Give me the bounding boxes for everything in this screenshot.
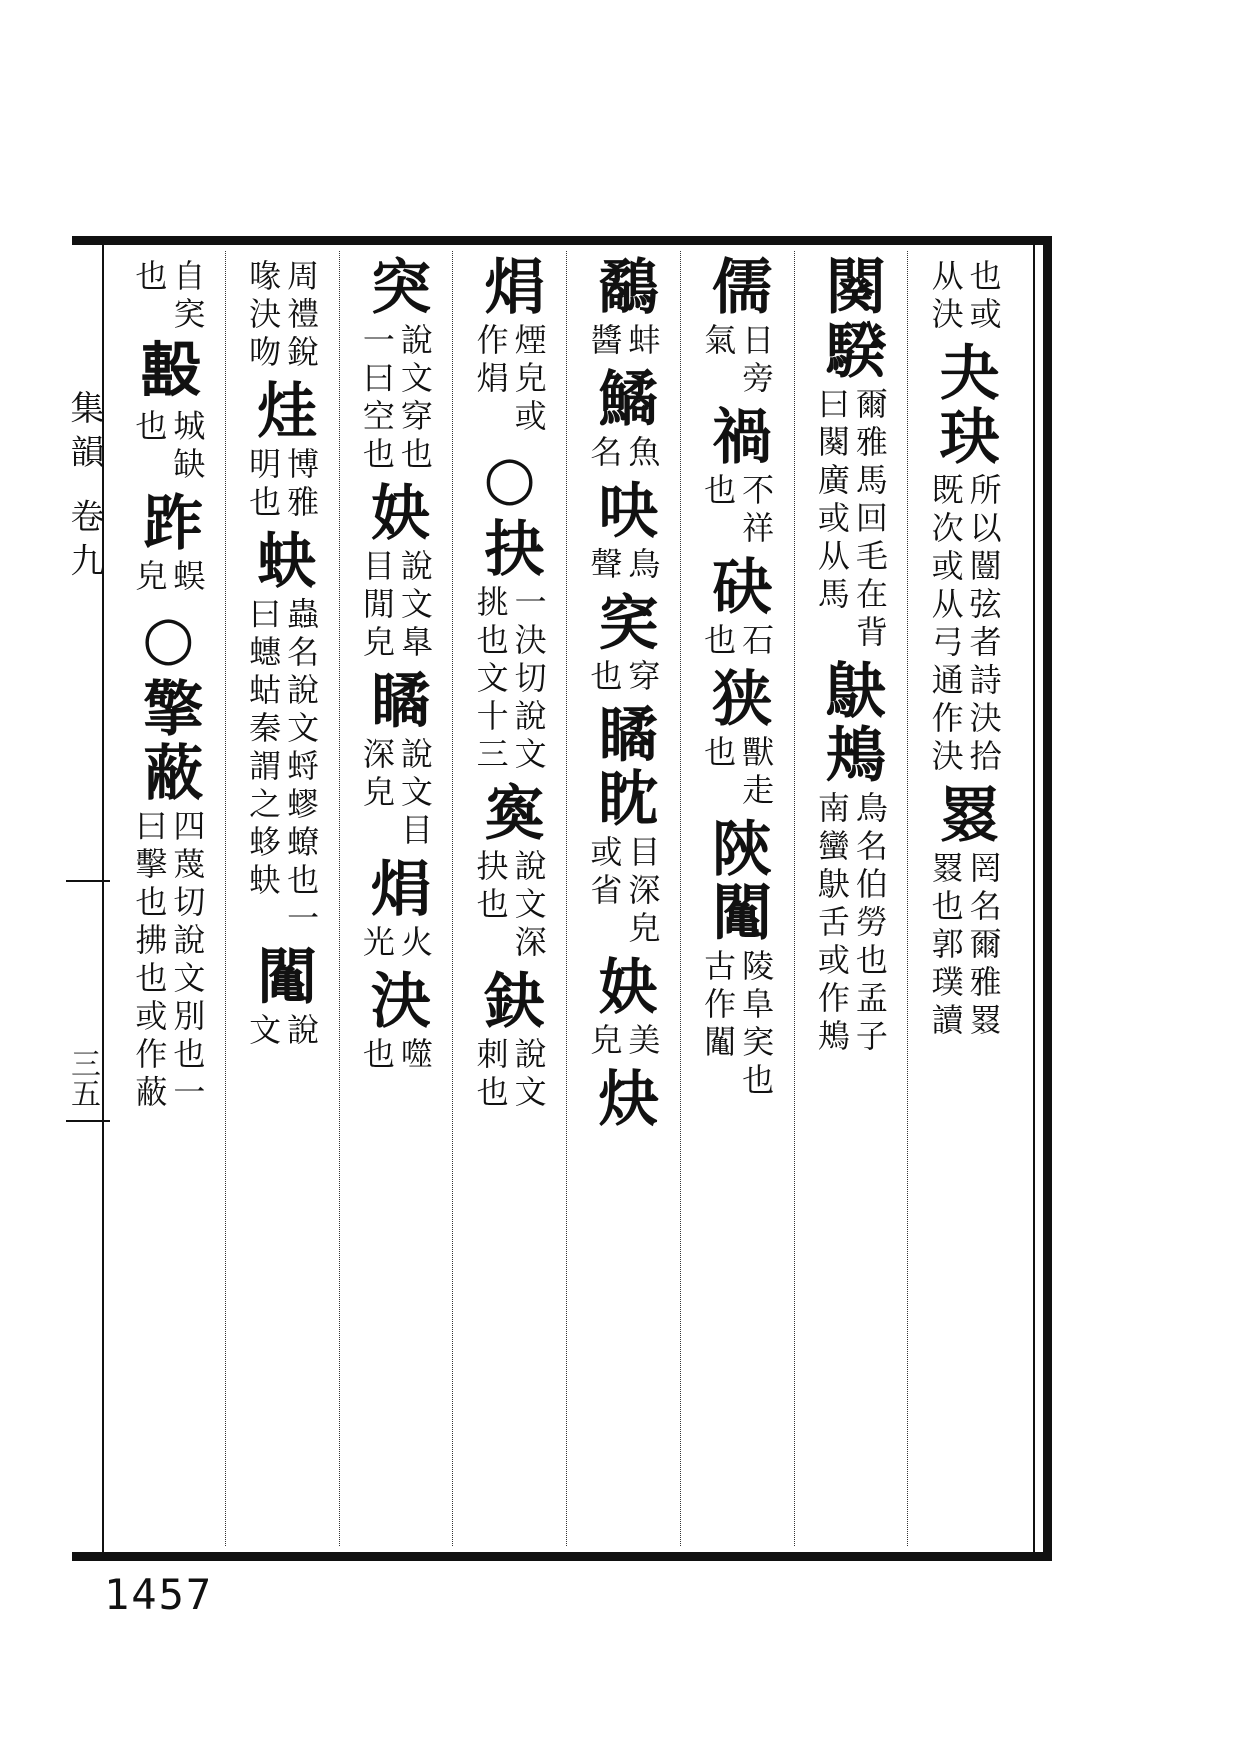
- headword: 決: [360, 969, 431, 1033]
- gloss-note: [130, 555, 207, 603]
- gloss-line: 聲: [585, 547, 624, 585]
- gloss-line: 爾雅馬回毛在背: [850, 387, 889, 653]
- headword-group: [133, 603, 204, 805]
- gloss-note: [244, 1009, 321, 1057]
- headword-group: [360, 255, 431, 319]
- text-column: [907, 251, 1021, 1546]
- gloss-lines: [130, 259, 207, 335]
- gloss-line: 周禮銳: [282, 259, 321, 373]
- gloss-line: 也: [699, 735, 738, 773]
- headword-group: [588, 479, 659, 543]
- headword-group: [702, 817, 773, 945]
- gloss-lines: [812, 387, 889, 653]
- headword: 瞲眈: [588, 703, 659, 831]
- headword-group: [702, 405, 773, 469]
- gloss-line: 四蔑切說文別也一: [168, 809, 207, 1113]
- headword-group: [929, 783, 1000, 847]
- gloss-note: [585, 431, 662, 479]
- headword: 陝䦰: [702, 817, 773, 945]
- gloss-line: 醬: [585, 323, 624, 361]
- gloss-lines: [244, 1013, 321, 1051]
- gloss-line: 鳥名伯勞也孟子: [850, 791, 889, 1057]
- gloss-lines: [699, 473, 776, 549]
- gloss-note: [585, 543, 662, 591]
- gloss-lines: [471, 849, 548, 963]
- headword-group: [588, 367, 659, 431]
- gloss-line: 魚: [623, 435, 662, 473]
- gloss-lines: [357, 1037, 434, 1075]
- gloss-line: 自穾: [168, 259, 207, 335]
- headword: 蚗: [247, 529, 318, 593]
- gloss-note: [699, 469, 776, 555]
- gloss-line: 所以闓弦者詩決拾: [964, 473, 1003, 777]
- headword: ○擎蔽: [133, 603, 204, 805]
- gloss-line: 罬也郭璞讀: [926, 851, 965, 1041]
- headword-group: [815, 659, 886, 787]
- gloss-line: 或省: [585, 835, 624, 911]
- headword-group: [247, 529, 318, 593]
- text-column: [566, 251, 680, 1546]
- gloss-line: 說文臯: [395, 549, 434, 663]
- gloss-lines: [699, 735, 776, 811]
- gloss-line: 也: [130, 259, 169, 297]
- headword: 鴃鴂: [815, 659, 886, 787]
- gloss-note: [585, 831, 662, 955]
- gloss-line: 南蠻鴃舌或作鴂: [812, 791, 851, 1057]
- headword: 䦰: [247, 945, 318, 1009]
- gloss-lines: [471, 585, 548, 775]
- gloss-lines: [244, 259, 321, 373]
- gloss-line: 明也: [244, 447, 283, 523]
- gloss-lines: [585, 1023, 662, 1061]
- headword: 穾: [588, 591, 659, 655]
- headword-group: [474, 443, 545, 581]
- headword-group: [588, 1067, 659, 1131]
- headword: 焆: [360, 857, 431, 921]
- headword: 罬: [929, 783, 1000, 847]
- gloss-note: [244, 255, 321, 379]
- text-column: [452, 251, 566, 1546]
- gloss-note: [699, 619, 776, 667]
- gloss-note: [699, 945, 776, 1107]
- headword-group: [474, 969, 545, 1033]
- gloss-lines: [585, 659, 662, 697]
- gloss-line: 也或: [964, 259, 1003, 335]
- gloss-lines: [926, 259, 1003, 335]
- gloss-line: 說文: [509, 1037, 548, 1113]
- gloss-line: 也: [357, 1037, 396, 1075]
- gloss-note: [244, 593, 321, 945]
- gloss-line: 文: [244, 1013, 283, 1051]
- gloss-lines: [699, 949, 776, 1101]
- gloss-line: 氣: [699, 323, 738, 361]
- gloss-line: 石: [737, 623, 776, 661]
- gloss-note: [926, 847, 1003, 1047]
- headword: 烓: [247, 379, 318, 443]
- gloss-note: [585, 1019, 662, 1067]
- gloss-note: [471, 845, 548, 969]
- gloss-note: [699, 319, 776, 405]
- gloss-note: [130, 405, 207, 491]
- gloss-note: [699, 731, 776, 817]
- headword-group: [360, 857, 431, 921]
- headword: 妜: [360, 481, 431, 545]
- gloss-line: 目閒皃: [357, 549, 396, 663]
- gloss-note: [471, 319, 548, 443]
- gloss-line: 罔名爾雅罬: [964, 851, 1003, 1041]
- gloss-note: [130, 255, 207, 341]
- gloss-note: [471, 581, 548, 781]
- text-column: [339, 251, 453, 1546]
- gloss-line: 不祥: [737, 473, 776, 549]
- gloss-line: 城缺: [168, 409, 207, 485]
- gloss-lines: [471, 1037, 548, 1113]
- gloss-line: 古作䦰: [699, 949, 738, 1063]
- headword: 鱊: [588, 367, 659, 431]
- gloss-line: 皃: [130, 559, 169, 597]
- gloss-lines: [244, 447, 321, 523]
- headword-group: [474, 781, 545, 845]
- gloss-line: 曰蟪蛄秦謂之蛥蚗: [244, 597, 283, 901]
- gloss-lines: [357, 549, 434, 663]
- headword-group: [702, 667, 773, 731]
- gloss-lines: [699, 323, 776, 399]
- gloss-line: 深皃: [357, 737, 396, 813]
- gloss-line: 也: [699, 473, 738, 511]
- gloss-line: 从決: [926, 259, 965, 335]
- headword: 焆: [474, 255, 545, 319]
- text-column: [794, 251, 908, 1546]
- headword: 突: [360, 255, 431, 319]
- gloss-line: 鳥: [623, 547, 662, 585]
- headword: 瞲: [360, 669, 431, 733]
- gloss-line: 喙決吻: [244, 259, 283, 373]
- gloss-note: [244, 443, 321, 529]
- gloss-line: 名: [585, 435, 624, 473]
- gloss-line: 曰擊也拂也或作蔽: [130, 809, 169, 1113]
- gloss-lines: [699, 623, 776, 661]
- gloss-line: 說文穿也: [395, 323, 434, 475]
- gloss-line: 也: [130, 409, 169, 447]
- gloss-note: [926, 469, 1003, 783]
- gloss-line: 皃: [585, 1023, 624, 1061]
- gloss-line: 穿: [623, 659, 662, 697]
- gloss-line: 曰闋廣或从馬: [812, 387, 851, 615]
- headword-group: [815, 255, 886, 383]
- headword: 鈌: [474, 969, 545, 1033]
- gloss-lines: [130, 809, 207, 1113]
- headword: 禍: [702, 405, 773, 469]
- headword: 䟭: [133, 491, 204, 555]
- gloss-lines: [471, 323, 548, 437]
- gloss-lines: [130, 409, 207, 485]
- text-columns: [112, 251, 1021, 1546]
- headword: 妜: [588, 955, 659, 1019]
- gloss-note: [471, 1033, 548, 1119]
- gloss-lines: [812, 791, 889, 1057]
- margin-leaf-number: 三五: [65, 1048, 100, 1108]
- gloss-line: 蜈: [168, 559, 207, 597]
- headword-group: [133, 491, 204, 555]
- gloss-note: [357, 545, 434, 669]
- gloss-line: 刺也: [471, 1037, 510, 1113]
- headword: 鷸: [588, 255, 659, 319]
- gloss-lines: [244, 597, 321, 939]
- gloss-lines: [585, 435, 662, 473]
- gloss-lines: [585, 547, 662, 585]
- gloss-note: [357, 1033, 434, 1081]
- gloss-line: 說文目: [395, 737, 434, 851]
- gloss-lines: [585, 323, 662, 361]
- page-number: 1457: [104, 1570, 214, 1619]
- gloss-line: 既次或从弓通作決: [926, 473, 965, 777]
- headword-group: [588, 703, 659, 831]
- headword-group: [360, 481, 431, 545]
- margin-book-title: 集韻 卷九: [64, 390, 104, 587]
- gloss-line: 獸走: [737, 735, 776, 811]
- gloss-lines: [357, 925, 434, 963]
- headword-group: [360, 669, 431, 733]
- text-column: [112, 251, 225, 1546]
- gloss-line: 美: [623, 1023, 662, 1061]
- headword: 夬玦: [929, 341, 1000, 469]
- gloss-line: 陵阜穾也: [737, 949, 776, 1101]
- gloss-note: [585, 319, 662, 367]
- gloss-lines: [357, 323, 434, 475]
- gloss-line: 光: [357, 925, 396, 963]
- gloss-line: 噬: [395, 1037, 434, 1075]
- gloss-lines: [926, 851, 1003, 1041]
- headword-group: [702, 255, 773, 319]
- headword-group: [360, 969, 431, 1033]
- gloss-line: 日旁: [737, 323, 776, 399]
- headword: 儒: [702, 255, 773, 319]
- headword-group: [588, 255, 659, 319]
- headword-group: [929, 341, 1000, 469]
- gloss-line: 說: [282, 1013, 321, 1051]
- gloss-line: 也: [585, 659, 624, 697]
- gloss-note: [585, 655, 662, 703]
- headword: 闋騤: [815, 255, 886, 383]
- gloss-line: 煙皃或: [509, 323, 548, 437]
- gloss-line: 也: [699, 623, 738, 661]
- gloss-note: [812, 787, 889, 1063]
- gloss-line: 一決切說文: [509, 585, 548, 775]
- gloss-lines: [357, 737, 434, 851]
- headword: 𣪠: [133, 341, 204, 405]
- headword-group: [474, 255, 545, 319]
- gloss-note: [812, 383, 889, 659]
- headword-group: [247, 379, 318, 443]
- headword: 吷: [588, 479, 659, 543]
- gloss-note: [357, 319, 434, 481]
- gloss-line: 抉也: [471, 849, 510, 925]
- headword: 狭: [702, 667, 773, 731]
- text-frame: [72, 236, 1052, 1561]
- gloss-note: [357, 733, 434, 857]
- gloss-line: 蚌: [623, 323, 662, 361]
- gloss-lines: [585, 835, 662, 949]
- gloss-lines: [130, 559, 207, 597]
- headword: ○抉: [474, 443, 545, 581]
- gloss-line: 火: [395, 925, 434, 963]
- gloss-line: 說文深: [509, 849, 548, 963]
- headword: 砄: [702, 555, 773, 619]
- gloss-line: 蟲名說文蛶蟉蟟也一: [282, 597, 321, 939]
- gloss-line: 目深皃: [623, 835, 662, 949]
- text-column: [225, 251, 339, 1546]
- gloss-note: [926, 255, 1003, 341]
- gloss-note: [357, 921, 434, 969]
- headword-group: [588, 591, 659, 655]
- gloss-note: [130, 805, 207, 1119]
- gloss-line: 一曰空也: [357, 323, 396, 475]
- gloss-line: 挑也文十三: [471, 585, 510, 775]
- headword: 寏: [474, 781, 545, 845]
- gloss-line: 博雅: [282, 447, 321, 523]
- headword-group: [588, 955, 659, 1019]
- gloss-lines: [926, 473, 1003, 777]
- gloss-line: 作焆: [471, 323, 510, 399]
- headword-group: [702, 555, 773, 619]
- headword: 炔: [588, 1067, 659, 1131]
- headword-group: [247, 945, 318, 1009]
- headword-group: [133, 341, 204, 405]
- text-column: [680, 251, 794, 1546]
